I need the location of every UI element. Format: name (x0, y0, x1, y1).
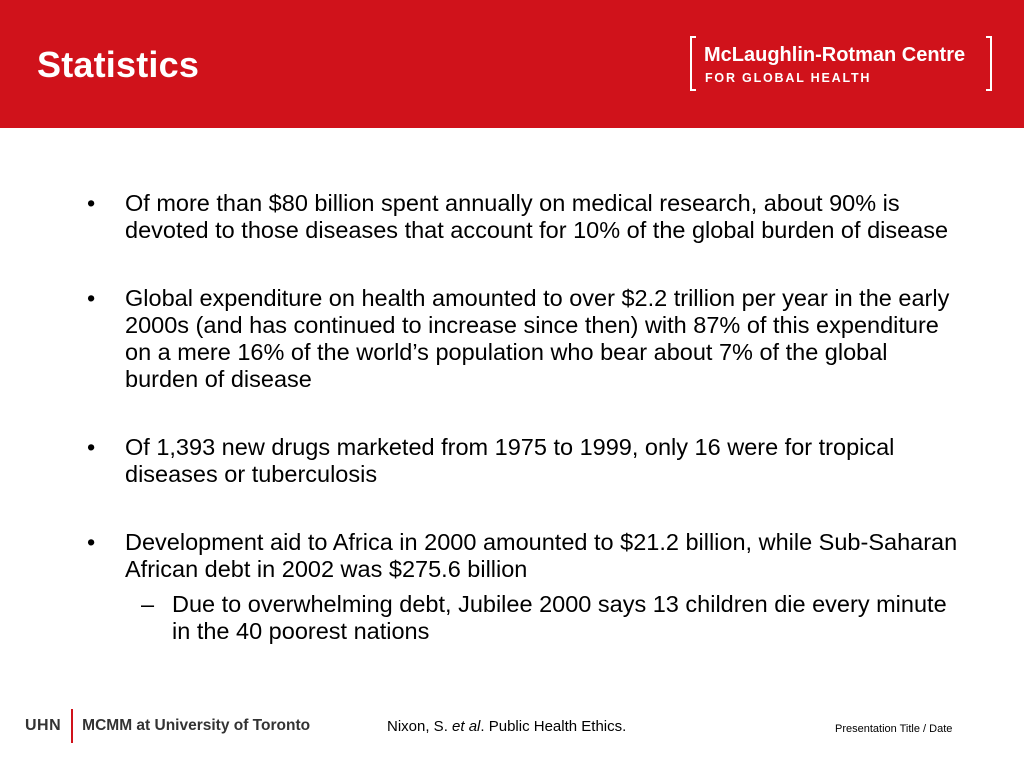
citation-rest: . Public Health Ethics. (480, 718, 627, 735)
bullet-item (84, 529, 964, 583)
bullet-text: Of more than $80 billion spent annually on medical research, about 90% is devoted to those diseases that account for 10% of the global burden of disease (125, 190, 949, 243)
logo-line1: McLaughlin-Rotman Centre (704, 44, 966, 66)
bullet-item (84, 285, 964, 393)
logo-line2: FOR GLOBAL HEALTH (705, 71, 872, 85)
logo-left-bracket (690, 36, 696, 91)
bullet-text: Of 1,393 new drugs marketed from 1975 to 1999, only 16 were for tropical diseases or tuberculosis (125, 434, 895, 487)
logo-right-bracket (986, 36, 992, 91)
sub-bullet-text: Due to overwhelming debt, Jubilee 2000 says 13 children die every minute in the 40 poorest nations (172, 591, 947, 644)
bullet-item (84, 434, 964, 488)
citation-author: Nixon, S. (387, 718, 448, 735)
bullet-icon: • (87, 529, 96, 555)
bullet-icon: • (87, 285, 96, 311)
bullet-icon: • (87, 434, 96, 460)
logo-divider (71, 709, 73, 743)
mclaughlin-rotman-logo (690, 36, 992, 91)
bullet-item (84, 190, 964, 244)
footer-logo (25, 706, 310, 746)
dash-icon: – (141, 591, 155, 617)
slide-title: Statistics (37, 44, 200, 85)
uhn-logo-text: UHN (25, 717, 62, 734)
header-bar (0, 0, 1024, 128)
presentation-title-date: Presentation Title / Date (835, 723, 953, 735)
bullet-text: Global expenditure on health amounted to over $2.2 trillion per year in the early 2000s (and has continued to increase since then) with 87% of this expenditure on a mere 16% of the world’s population who bear about 7% of the global burden of disease (125, 285, 950, 392)
citation-etal: et al (452, 718, 481, 735)
bullet-list (84, 190, 964, 645)
sub-bullet-item (84, 591, 964, 645)
bullet-text: Development aid to Africa in 2000 amounted to $21.2 billion, while Sub-Saharan African debt in 2002 was $275.6 billion (125, 529, 958, 582)
bullet-icon: • (87, 190, 96, 216)
citation (387, 718, 626, 735)
mcmm-logo-text: MCMM at University of Toronto (82, 717, 311, 734)
